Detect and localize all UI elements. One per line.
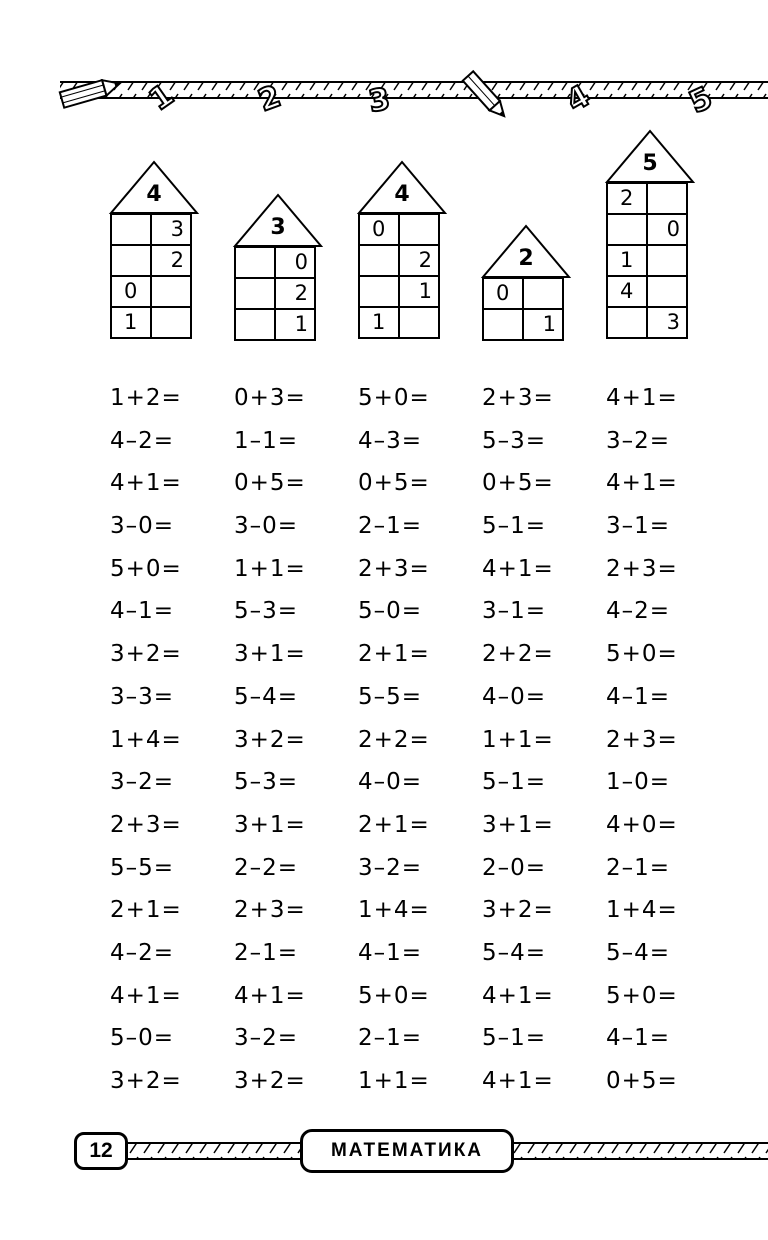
header-band bbox=[0, 60, 768, 130]
house-cell: 0 bbox=[111, 276, 151, 307]
exercise: 1+4= bbox=[110, 726, 182, 753]
exercise: 3–0= bbox=[110, 513, 175, 540]
exercise: 4+1= bbox=[110, 982, 182, 1009]
house-cell: 0 bbox=[275, 247, 315, 278]
exercise: 4+1= bbox=[234, 982, 306, 1009]
house-cell bbox=[647, 183, 687, 214]
exercise: 5–5= bbox=[110, 854, 175, 881]
exercise: 3+2= bbox=[234, 1068, 306, 1094]
exercise: 4–2= bbox=[110, 939, 175, 966]
header-number: 2 bbox=[253, 78, 286, 119]
house-grid bbox=[110, 213, 192, 339]
exercise: 1+2= bbox=[110, 385, 182, 411]
exercise: 0+5= bbox=[482, 470, 554, 497]
exercise: 3–1= bbox=[606, 513, 671, 540]
exercise: 3+1= bbox=[234, 641, 306, 668]
house-cell bbox=[399, 214, 439, 245]
exercise: 5–4= bbox=[234, 683, 299, 710]
exercise: 4+1= bbox=[482, 555, 554, 582]
exercise: 5–3= bbox=[482, 427, 547, 454]
house-roof-number: 2 bbox=[518, 246, 534, 271]
exercise: 2+2= bbox=[358, 726, 430, 753]
exercise: 2–1= bbox=[606, 854, 671, 881]
house-cell bbox=[235, 247, 275, 278]
exercise-column bbox=[234, 381, 344, 1107]
house-cell bbox=[399, 307, 439, 338]
exercise: 4–0= bbox=[358, 769, 423, 796]
exercise: 2+3= bbox=[606, 555, 678, 582]
exercise: 4+1= bbox=[482, 1068, 554, 1094]
exercise-column bbox=[606, 381, 716, 1107]
house-cell: 0 bbox=[359, 214, 399, 245]
header-number: 1 bbox=[143, 77, 181, 119]
rope-svg bbox=[0, 60, 768, 130]
number-house bbox=[606, 129, 694, 344]
exercise: 2–1= bbox=[358, 1025, 423, 1052]
house-roof-number: 4 bbox=[146, 182, 162, 207]
house-cell bbox=[235, 278, 275, 309]
header-number: 3 bbox=[366, 81, 393, 120]
number-house bbox=[482, 224, 570, 345]
house-cell bbox=[359, 276, 399, 307]
exercise: 3+2= bbox=[482, 897, 554, 924]
house-cell: 1 bbox=[523, 309, 563, 340]
exercise: 1–0= bbox=[606, 769, 671, 796]
exercise: 4–1= bbox=[110, 598, 175, 625]
exercise-column bbox=[110, 381, 220, 1107]
exercise: 3–0= bbox=[234, 513, 299, 540]
exercise: 5–1= bbox=[482, 769, 547, 796]
footer-rope bbox=[128, 1139, 302, 1163]
house-cell bbox=[235, 309, 275, 340]
exercise: 2–2= bbox=[234, 854, 299, 881]
exercise: 2–0= bbox=[482, 854, 547, 881]
house-roof-number: 3 bbox=[270, 215, 286, 240]
exercise: 5–5= bbox=[358, 683, 423, 710]
house-cell: 1 bbox=[275, 309, 315, 340]
exercise: 3–3= bbox=[110, 683, 175, 710]
exercise: 5–1= bbox=[482, 1025, 547, 1052]
house-cell: 1 bbox=[359, 307, 399, 338]
exercise: 4+0= bbox=[606, 811, 678, 838]
exercise: 3–2= bbox=[358, 854, 423, 881]
exercise: 1–1= bbox=[234, 427, 299, 454]
house-cell: 2 bbox=[399, 245, 439, 276]
exercise: 3+2= bbox=[110, 1068, 182, 1094]
house-cell: 0 bbox=[647, 214, 687, 245]
exercise: 2+3= bbox=[358, 555, 430, 582]
house-cell: 3 bbox=[647, 307, 687, 338]
house-grid bbox=[234, 246, 316, 341]
house-grid bbox=[482, 277, 564, 341]
house-cell: 2 bbox=[275, 278, 315, 309]
house-cell bbox=[151, 307, 191, 338]
exercise: 4–3= bbox=[358, 427, 423, 454]
house-cell bbox=[111, 245, 151, 276]
exercise: 2+3= bbox=[606, 726, 678, 753]
number-house bbox=[234, 193, 322, 345]
exercise: 4–1= bbox=[358, 939, 423, 966]
exercise: 2+3= bbox=[234, 897, 306, 924]
exercise: 0+3= bbox=[234, 385, 306, 411]
footer bbox=[0, 1125, 768, 1181]
exercise: 1+4= bbox=[606, 897, 678, 924]
house-cell bbox=[607, 307, 647, 338]
exercise: 4+1= bbox=[482, 982, 554, 1009]
exercise: 5–0= bbox=[358, 598, 423, 625]
exercise: 5–0= bbox=[110, 1025, 175, 1052]
number-house bbox=[358, 160, 446, 344]
exercise: 3–2= bbox=[110, 769, 175, 796]
exercise: 4–0= bbox=[482, 683, 547, 710]
house-cell bbox=[483, 309, 523, 340]
exercise: 5–1= bbox=[482, 513, 547, 540]
exercise: 1+1= bbox=[482, 726, 554, 753]
header-number: 5 bbox=[684, 80, 718, 121]
footer-rope bbox=[512, 1139, 768, 1163]
exercise: 2+1= bbox=[110, 897, 182, 924]
number-house bbox=[110, 160, 198, 344]
exercise: 4+1= bbox=[110, 470, 182, 497]
house-cell bbox=[151, 276, 191, 307]
exercise: 1+4= bbox=[358, 897, 430, 924]
house-cell: 1 bbox=[399, 276, 439, 307]
house-grid bbox=[358, 213, 440, 339]
exercise: 4+1= bbox=[606, 470, 678, 497]
page-number: 12 bbox=[74, 1132, 128, 1170]
exercise: 2+1= bbox=[358, 811, 430, 838]
exercise: 2+2= bbox=[482, 641, 554, 668]
exercise: 0+5= bbox=[606, 1068, 678, 1094]
exercise: 5–4= bbox=[482, 939, 547, 966]
house-cell: 2 bbox=[607, 183, 647, 214]
house-cell: 1 bbox=[607, 245, 647, 276]
exercise: 3–2= bbox=[606, 427, 671, 454]
house-cell: 1 bbox=[111, 307, 151, 338]
exercise: 1+1= bbox=[234, 555, 306, 582]
exercise: 4–2= bbox=[606, 598, 671, 625]
exercise: 3+2= bbox=[234, 726, 306, 753]
exercise: 5–4= bbox=[606, 939, 671, 966]
house-cell bbox=[647, 245, 687, 276]
house-cell bbox=[359, 245, 399, 276]
exercise: 4–1= bbox=[606, 683, 671, 710]
house-cell bbox=[111, 214, 151, 245]
exercise: 2+3= bbox=[110, 811, 182, 838]
exercise: 4–2= bbox=[110, 427, 175, 454]
exercise: 4–1= bbox=[606, 1025, 671, 1052]
exercise: 5+0= bbox=[358, 385, 430, 411]
exercise: 0+5= bbox=[358, 470, 430, 497]
exercise-column bbox=[358, 381, 468, 1107]
house-roof-number: 4 bbox=[394, 182, 410, 207]
exercise: 3–2= bbox=[234, 1025, 299, 1052]
house-cell bbox=[647, 276, 687, 307]
exercise: 2+3= bbox=[482, 385, 554, 411]
exercise: 5+0= bbox=[606, 641, 678, 668]
house-cell: 4 bbox=[607, 276, 647, 307]
exercise: 2–1= bbox=[358, 513, 423, 540]
exercise: 3+1= bbox=[482, 811, 554, 838]
house-cell: 2 bbox=[151, 245, 191, 276]
house-cell: 0 bbox=[483, 278, 523, 309]
exercise: 4+1= bbox=[606, 385, 678, 411]
number-houses bbox=[0, 128, 768, 348]
house-cell: 3 bbox=[151, 214, 191, 245]
house-grid bbox=[606, 182, 688, 339]
house-roof-number: 5 bbox=[642, 151, 658, 176]
exercise: 2–1= bbox=[234, 939, 299, 966]
exercise: 2+1= bbox=[358, 641, 430, 668]
house-cell bbox=[607, 214, 647, 245]
exercise: 3+2= bbox=[110, 641, 182, 668]
exercise: 5–3= bbox=[234, 769, 299, 796]
exercise: 5–3= bbox=[234, 598, 299, 625]
exercise-column bbox=[482, 381, 592, 1107]
exercise: 5+0= bbox=[358, 982, 430, 1009]
exercise: 3+1= bbox=[234, 811, 306, 838]
subject-label: МАТЕМАТИКА bbox=[300, 1129, 514, 1173]
header-number: 4 bbox=[560, 78, 597, 120]
exercise: 1+1= bbox=[358, 1068, 430, 1094]
exercise: 3–1= bbox=[482, 598, 547, 625]
exercise: 5+0= bbox=[606, 982, 678, 1009]
exercise: 5+0= bbox=[110, 555, 182, 582]
exercise: 0+5= bbox=[234, 470, 306, 497]
house-cell bbox=[523, 278, 563, 309]
